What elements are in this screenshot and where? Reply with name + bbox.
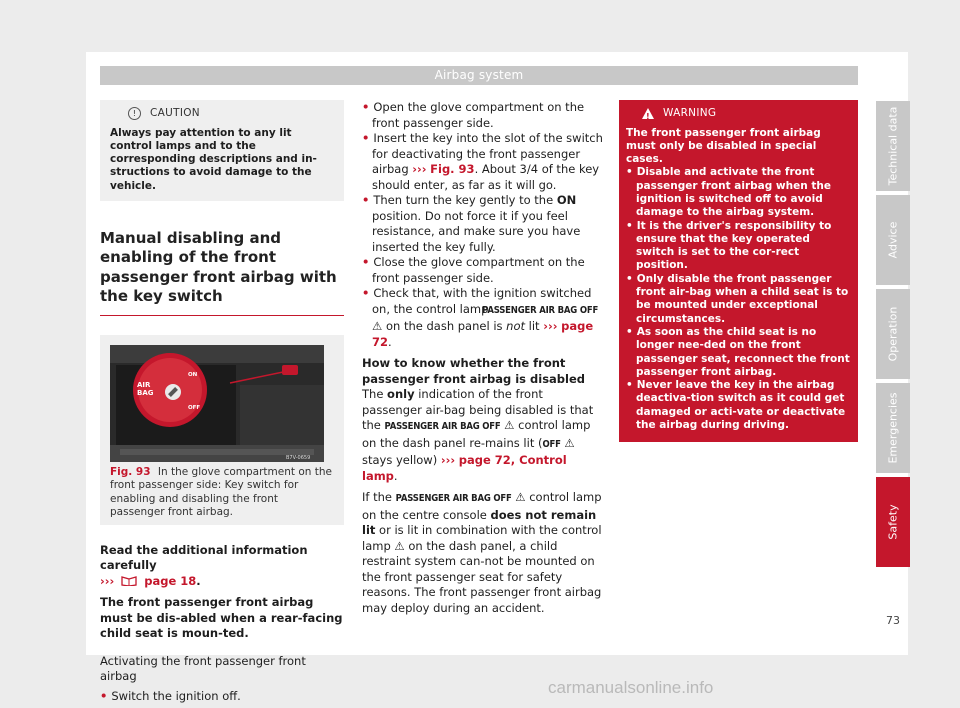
warning-box: [619, 100, 858, 442]
airbag-lamp-icon: ⚠: [504, 418, 515, 432]
figure-93: [100, 335, 344, 525]
activating-heading: Activating the front passenger front airbag: [100, 653, 306, 684]
how-to-know-heading: How to know whether the front passenger front airbag is disabled: [362, 356, 586, 386]
list-item: • Open the glove compartment on the front passenger side.: [362, 100, 585, 130]
figure-code: B7V-0659: [286, 454, 311, 461]
warning-triangle-icon: [642, 108, 654, 119]
tab-operation[interactable]: Operation: [876, 289, 910, 379]
list-item: • Switch the ignition off.: [100, 688, 241, 703]
watermark: carmanualsonline.info: [548, 678, 714, 697]
switch-off-label: OFF: [188, 404, 201, 411]
column-right: [619, 100, 858, 442]
book-icon: [121, 575, 137, 586]
figure-caption: [110, 466, 334, 519]
warning-item: • It is the driver's responsibility to ensure that the key operated switch is set to the cor-rect position.: [626, 219, 832, 272]
list-item: • Then turn the key gently to the ON position. Do not force it if you feel resistance, and make sure you have inserted the key fully.: [362, 193, 581, 254]
xref-page-72[interactable]: page 72: [372, 319, 594, 349]
airbag-lamp-icon: ⚠: [372, 319, 383, 333]
lamp-passenger-airbag-off: PASSENGER AIR BAG OFF: [482, 304, 599, 317]
list-item: • Check that, with the ignition switched on, the control lamp PASSENGER AIR BAG OFF ⚠ on the dash panel is not lit ››› page 72.: [362, 286, 599, 349]
warning-item: • As soon as the child seat is no longer nee-ded on the front passenger seat, reconnect the front passenger front airbag.: [626, 325, 850, 378]
column-middle: [362, 100, 606, 616]
list-item: • Close the glove compartment on the front passenger side.: [362, 255, 585, 285]
warning-label: WARNING: [663, 107, 717, 119]
list-item: • Insert the key into the slot of the switch for deactivating the front passenger airbag ››› Fig. 93. About 3/4 of the key should enter, as far as it will go.: [362, 131, 603, 192]
airbag-lamp-icon: ⚠: [394, 538, 405, 553]
column-left: [100, 100, 344, 704]
xref-page-18[interactable]: page 18: [144, 573, 197, 588]
warning-item: • Never leave the key in the airbag deactiva-tion switch as it could get damaged or acti-vate or deactivate the airbag during driving.: [626, 379, 846, 432]
warning-item: • Disable and activate the front passenger front airbag when the ignition is switched off to avoid damage to the airbag system.: [626, 166, 831, 219]
paragraph: If the PASSENGER AIR BAG OFF ⚠ control lamp on the centre console does not remain lit or is lit in combination with the control lamp ⚠ on the dash panel, a child restraint system can-not be mounted on the front passenger seat for safety reasons. The front passenger front airbag may deploy during an accident.: [362, 490, 602, 615]
tab-technical-data[interactable]: Technical data: [876, 101, 910, 191]
warning-intro: The front passenger front airbag must only be disabled in special cases.: [626, 126, 821, 166]
switch-label-bag: BAG: [137, 388, 154, 397]
chapter-tabs: [876, 101, 910, 571]
tab-emergencies[interactable]: Emergencies: [876, 383, 910, 473]
paragraph: The only indication of the front passenger air-bag being disabled is that the PASSENGER AIR BAG OFF ⚠ control lamp on the dash panel re-mains lit (OFF ⚠ stays yellow) ››› page 72, Control lamp.: [362, 387, 594, 483]
switch-on-label: ON: [188, 371, 198, 378]
figure-label: Fig. 93: [110, 465, 151, 478]
caution-label: CAUTION: [150, 107, 200, 119]
airbag-lamp-icon: ⚠: [515, 490, 526, 504]
section-title: Manual disabling and enabling of the front passenger front airbag with the key switch: [100, 229, 344, 316]
page-header: Airbag system: [100, 66, 858, 85]
xref-fig-93[interactable]: Fig. 93: [430, 162, 475, 176]
caution-box: [100, 100, 344, 201]
glove-compartment-image: [110, 345, 324, 462]
warning-item: • Only disable the front passenger front air-bag when a child seat is to be mounted under exceptional circumstances.: [626, 272, 849, 325]
tab-advice[interactable]: Advice: [876, 195, 910, 285]
disable-note: The front passenger front airbag must be dis-abled when a rear-facing child seat is moun-ted.: [100, 595, 343, 641]
page-number: 73: [886, 614, 900, 627]
tab-safety[interactable]: Safety: [876, 477, 910, 567]
info-icon: !: [128, 107, 141, 120]
airbag-lamp-icon: ⚠: [564, 435, 575, 450]
read-more: Read the additional information carefully ››› page 18.: [100, 542, 308, 588]
figure-caption-text: In the glove compartment on the front passenger side: Key switch for enabling and disabling the front passenger front airbag.: [110, 465, 332, 518]
xref-page-72-control-lamp[interactable]: page 72, Control lamp: [362, 453, 567, 483]
switch-label-air: AIR: [137, 380, 151, 389]
caution-text: Always pay attention to any lit control lamps and to the corresponding descriptions and in-structions to avoid damage to the vehicle.: [110, 126, 317, 192]
